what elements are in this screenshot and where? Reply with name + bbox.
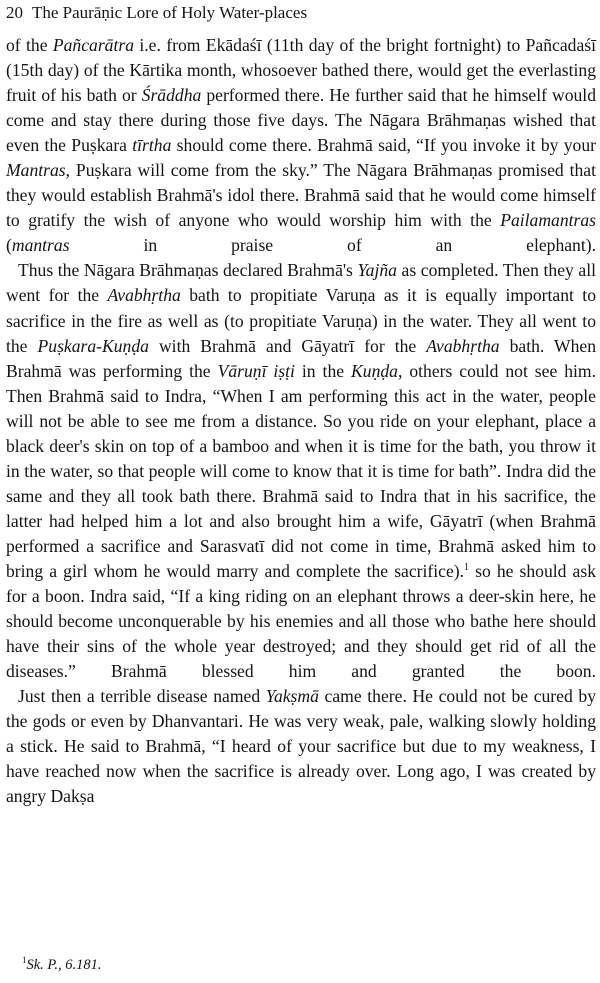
text-run: , Puṣkara will come from the sky.” The Nāgara Brāhmaṇas promised that they would establish Brahmā's idol there. Brahmā said that he would come himself to gratify the wish of anyone who would worship him with the	[6, 160, 596, 231]
italic-term: mantras	[11, 235, 70, 256]
text-run: i.e. from Ekādaśī (11th day of the bright fortnight) to Pañcadaśī (15th day) of the Kārtika month, whosoever bathed there, would get the everlasting fruit of his bath or	[6, 35, 596, 106]
text-run: (	[6, 235, 12, 256]
footnote-marker: 1	[22, 955, 27, 966]
text-run: bath to propitiate Varuṇa as it is equally important to sacrifice in the fire as well as (to propitiate Varuṇa) in the water. They all went to the	[6, 285, 596, 356]
text-run: bath. When Brahmā was performing the	[6, 335, 596, 381]
italic-term: Pailamantras	[500, 210, 596, 231]
footnote	[22, 956, 582, 974]
text-run: as completed. Then they all went for the	[6, 260, 596, 306]
paragraph-3	[6, 684, 596, 809]
running-header	[6, 3, 594, 23]
running-title: The Paurāṇic Lore of Holy Water-places	[32, 3, 308, 22]
footnote-reference: 1	[464, 562, 470, 574]
italic-term: Avabhṛtha	[426, 335, 500, 356]
italic-term: Pañcarātra	[52, 35, 135, 55]
italic-term: Yakṣmā	[265, 686, 319, 707]
text-run: so he should ask for a boon. Indra said, “If a king riding on an elephant throws a deer-skin here, he should become unconquerable by his enemies and all those who bathe here should have their sins of the whole year destroyed; and they should get rid of all the diseases.” Brahmā blessed him and granted the boon.	[6, 560, 596, 682]
body-text	[6, 33, 596, 809]
text-run: in the	[294, 360, 352, 381]
text-run: came there. He could not be cured by the gods or even by Dhanvantari. He was very weak, pale, walking slowly holding a stick. He said to Brahmā, “I heard of your sacrifice but due to my weakness, I have reached now when the sacrifice is already over. Long ago, I was created by angry Dakṣa	[6, 686, 596, 807]
italic-term: tīrtha	[132, 135, 172, 156]
italic-term: Yajña	[357, 260, 397, 281]
italic-term: Mantras	[6, 160, 66, 181]
italic-term: Śrāddha	[141, 85, 202, 106]
text-run: in praise of an elephant).	[69, 235, 596, 256]
text-run: of the	[6, 35, 53, 55]
italic-term: Puṣkara-Kuṇḍa	[37, 335, 149, 356]
text-run: Thus the Nāgara Brāhmaṇas declared Brahmā's	[18, 260, 358, 281]
text-run: Just then a terrible disease named	[18, 686, 266, 707]
text-run: with Brahmā and Gāyatrī for the	[148, 335, 427, 356]
text-run: should come there. Brahmā said, “If you invoke it by your	[171, 135, 596, 156]
paragraph-2	[6, 258, 596, 684]
page-number: 20	[6, 3, 23, 22]
paragraph-1	[6, 33, 596, 258]
italic-term: Kuṇḍa	[351, 360, 398, 381]
footnote-text: Sk. P., 6.181.	[26, 957, 102, 973]
italic-term: Avabhṛtha	[107, 285, 181, 306]
text-run: performed there. He further said that he himself would come and stay there during those five days. The Nāgara Brāhmaṇas wished that even the Puṣkara	[6, 85, 596, 156]
italic-term: Vāruṇī iṣṭi	[217, 360, 295, 381]
text-run: , others could not see him. Then Brahmā said to Indra, “When I am performing this act in the water, people will not be able to see me from a distance. So you ride on your elephant, place a black deer's skin on top of a bamboo and when it is time for the bath, you throw it in the water, so that people will come to know that it is time for bath”. Indra did the same and they all took bath there. Brahmā said to Indra that in his sacrifice, the latter had helped him a lot and also brought him a wife, Gāyatrī (when Brahmā performed a sacrifice and Sarasvatī did not come in time, Brahmā asked him to bring a girl whom he would marry and complete the sacrifice).	[6, 360, 597, 581]
